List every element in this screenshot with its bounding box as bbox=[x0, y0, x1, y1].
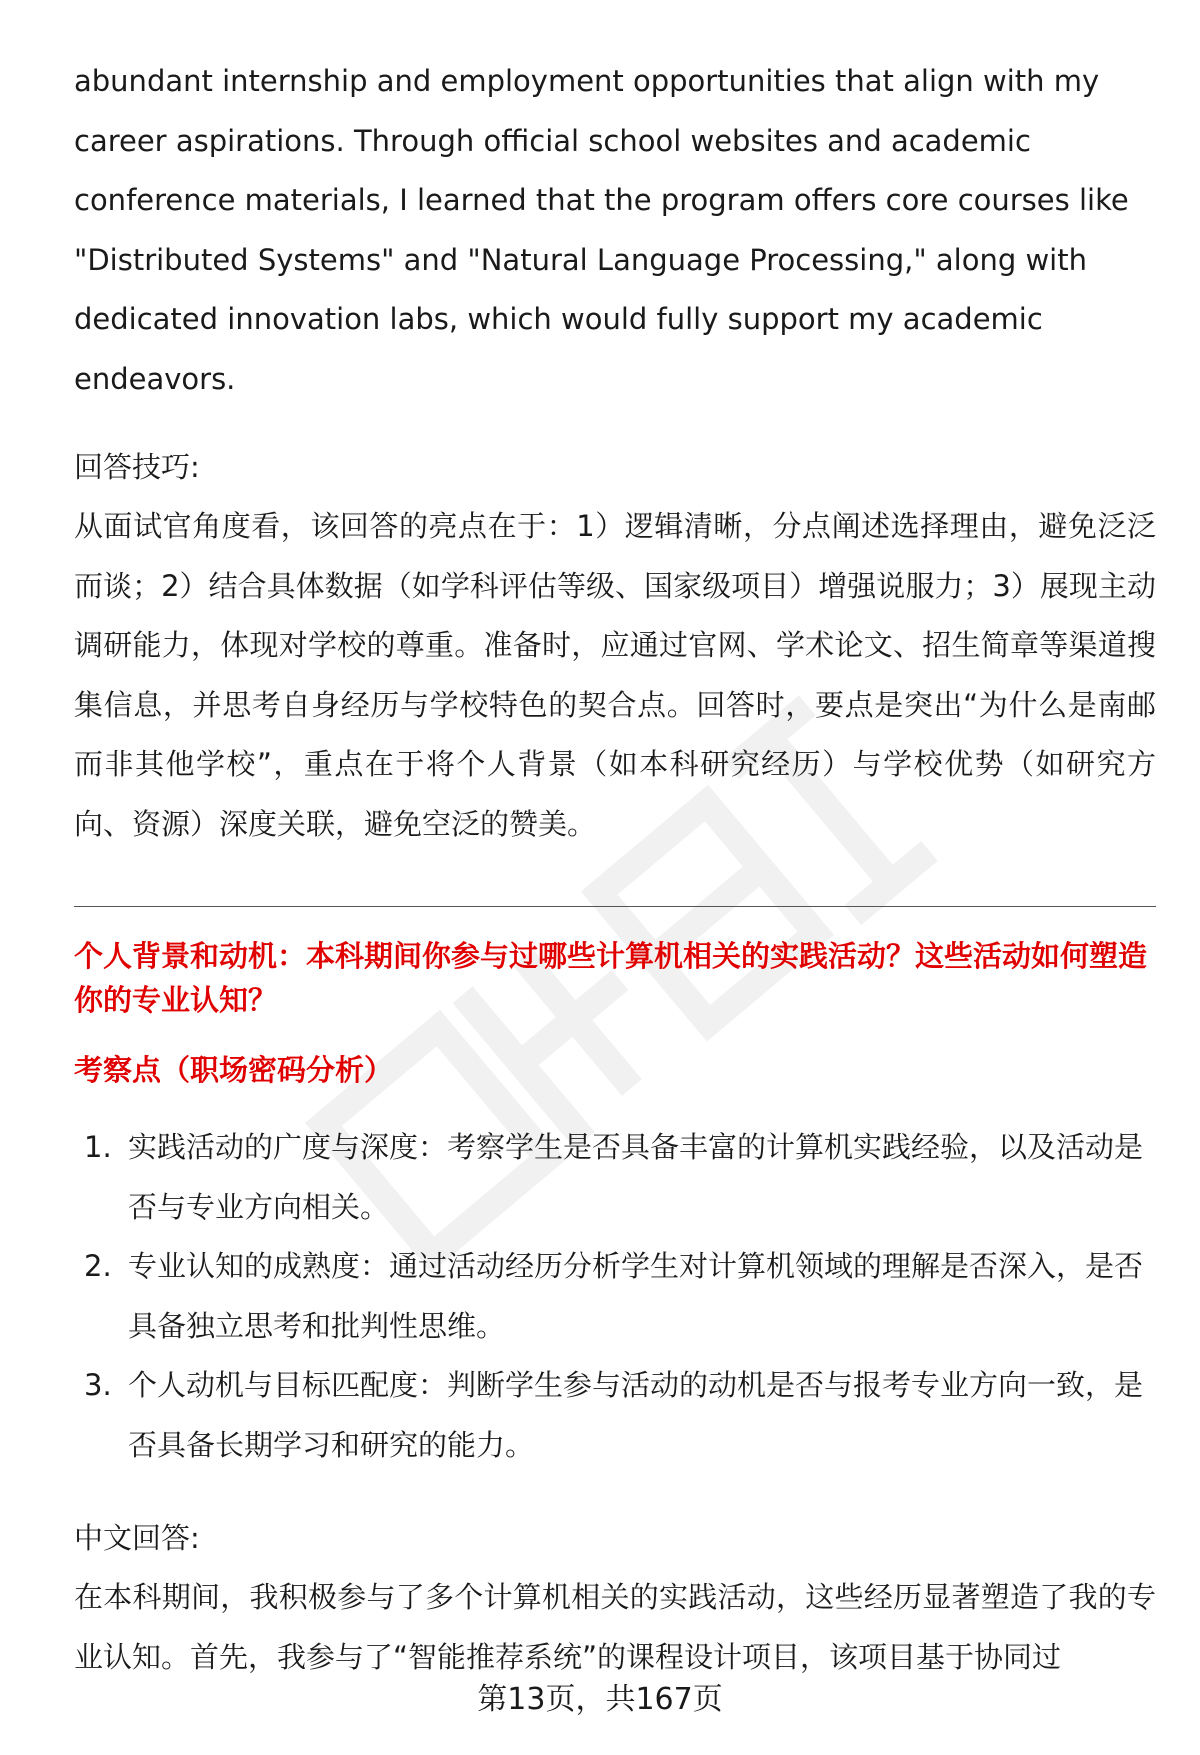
chinese-answer-label: 中文回答: bbox=[74, 1521, 200, 1555]
list-item-text: 实践活动的广度与深度：考察学生是否具备丰富的计算机实践经验，以及活动是否与专业方向相关。 bbox=[128, 1130, 1144, 1224]
list-item bbox=[74, 1356, 1156, 1475]
list-item-number: 1. bbox=[84, 1130, 112, 1164]
list-item-text: 专业认知的成熟度：通过活动经历分析学生对计算机领域的理解是否深入，是否具备独立思考和批判性思维。 bbox=[128, 1249, 1144, 1343]
chinese-answer-paragraph: 在本科期间，我积极参与了多个计算机相关的实践活动，这些经历显著塑造了我的专业认知。首先，我参与了“智能推荐系统”的课程设计项目，该项目基于协同过 bbox=[74, 1580, 1156, 1674]
analysis-title: 考察点（职场密码分析） bbox=[74, 1053, 394, 1087]
page-number-footer: 第13页，共167页 bbox=[477, 1682, 723, 1717]
tips-label: 回答技巧: bbox=[74, 450, 200, 484]
tips-paragraph: 从面试官角度看，该回答的亮点在于：1）逻辑清晰，分点阐述选择理由，避免泛泛而谈；2）结合具体数据（如学科评估等级、国家级项目）增强说服力；3）展现主动调研能力，体现对学校的尊重。准备时，应通过官网、学术论文、招生简章等渠道搜集信息，并思考自身经历与学校特色的契合点。回答时，要点是突出“为什么是南邮而非其他学校”，重点在于将个人背景（如本科研究经历）与学校优势（如研究方向、资源）深度关联，避免空泛的赞美。 bbox=[74, 509, 1156, 841]
list-item bbox=[74, 1237, 1156, 1356]
list-item-text: 个人动机与目标匹配度：判断学生参与活动的动机是否与报考专业方向一致，是否具备长期学习和研究的能力。 bbox=[128, 1368, 1144, 1462]
question-title: 个人背景和动机：本科期间你参与过哪些计算机相关的实践活动？这些活动如何塑造你的专业认知？ bbox=[74, 939, 1148, 1017]
section-divider bbox=[74, 906, 1156, 907]
analysis-points-list bbox=[74, 1118, 1156, 1475]
english-answer-paragraph: abundant internship and employment opportunities that align with my career aspirations. Through official school websites and academic conference materials, I learned that the program offers core courses like "Distributed Systems" and "Natural Language Processing," along with dedicated innovation labs, which would fully support my academic endeavors. bbox=[74, 64, 1129, 396]
list-item bbox=[74, 1118, 1156, 1237]
list-item-number: 2. bbox=[84, 1249, 112, 1283]
list-item-number: 3. bbox=[84, 1368, 112, 1402]
